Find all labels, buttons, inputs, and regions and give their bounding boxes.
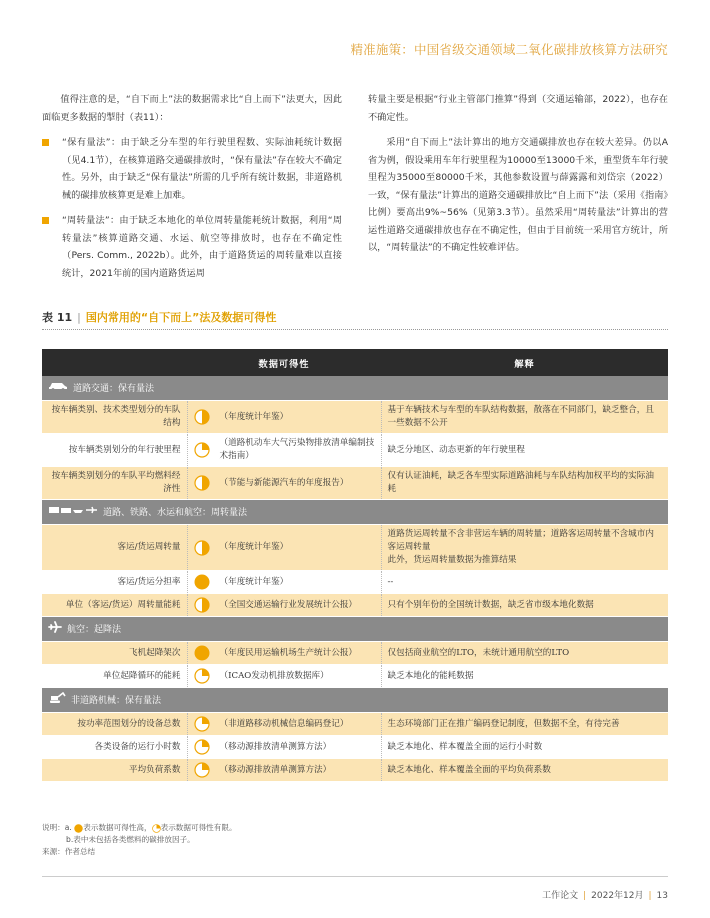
availability-quarter-icon	[194, 716, 210, 732]
table-note-2: b.表中未包括各类燃料的碳排放因子。	[66, 835, 195, 844]
table-section-row	[42, 688, 668, 713]
plane-icon	[48, 621, 62, 638]
row-explanation: 基于车辆技术与车型的车队结构数据，散落在不同部门，缺乏整合，且一些数据不公开	[381, 401, 668, 434]
left-column	[42, 91, 342, 282]
intro-paragraph: 值得注意的是，“自下而上”法的数据需求比“自上而下”法更大，因此面临更多数据的掣肘（表11）：	[42, 94, 342, 123]
row-explanation: 仅有认证油耗，缺乏各车型实际道路油耗与车队结构加权平均的实际油耗	[381, 467, 668, 500]
availability-quarter-icon	[194, 668, 210, 684]
row-explanation: --	[381, 571, 668, 594]
table-section-row	[42, 617, 668, 642]
table-row	[42, 594, 668, 617]
row-item: 平均负荷系数	[42, 759, 187, 782]
row-source: （节能与新能源汽车的年度报告）	[219, 477, 349, 488]
title-divider	[42, 329, 668, 330]
availability-high-icon	[74, 824, 83, 833]
availability-quarter-icon	[194, 739, 210, 755]
page-footer: 工作论文 | 2022年12月 | 13	[542, 891, 668, 901]
row-item: 客运/货运周转量	[42, 525, 187, 571]
data-availability-table	[42, 349, 668, 782]
section-label: 航空：起降法	[67, 624, 122, 635]
table-row	[42, 759, 668, 782]
availability-full-icon	[194, 645, 210, 661]
continued-paragraph: 转量主要是根据“行业主管部门推算”得到（交通运输部，2022），也存在不确定性。	[368, 94, 668, 123]
row-item: 单位（客运/货运）周转量能耗	[42, 594, 187, 617]
table-row	[42, 467, 668, 500]
row-item: 客运/货运分担率	[42, 571, 187, 594]
availability-half-icon	[194, 540, 210, 556]
variance-paragraph: 采用“自下而上”法计算出的地方交通碳排放也存在较大差异。仍以A省为例，假设乘用车年行驶里程为10000至13000千米，重型货车年行驶里程为35000至80000千米，其他参数设置与薛露露和刘岱宗（2022）一致，“保有量法”计算出的道路交通碳排放比“自上而下”法（采用《指南》比例）要高出9%~56%（见第3.3节）。虽然采用“周转量法”计算出的营运性道路交通碳排放也存在不确定性，但由于目前统一采用官方统计，所以，“周转量法”的不确定性较难评估。	[368, 137, 668, 253]
row-source: （移动源排放清单测算方法）	[219, 741, 332, 752]
row-explanation: 缺乏本地化、样本覆盖全面的运行小时数	[381, 736, 668, 759]
running-header: 精准施策：中国省级交通领域二氧化碳排放核算方法研究	[350, 42, 668, 57]
bullet-square-icon	[42, 217, 49, 224]
availability-half-icon	[194, 597, 210, 613]
row-item: 按车辆类别、技术类型划分的车队结构	[42, 401, 187, 434]
table-row	[42, 736, 668, 759]
row-item: 单位起降循环的能耗	[42, 665, 187, 688]
row-item: 各类设备的运行小时数	[42, 736, 187, 759]
availability-full-icon	[194, 574, 210, 590]
section-label: 道路交通：保有量法	[73, 383, 155, 394]
row-item: 按功率范围划分的设备总数	[42, 713, 187, 736]
right-column	[368, 91, 668, 257]
excavator-icon	[48, 692, 66, 709]
table-source: 来源：作者总结	[42, 847, 96, 856]
header-explanation: 解释	[381, 349, 668, 376]
header-item	[42, 349, 187, 376]
table-row	[42, 525, 668, 571]
bullet-square-icon	[42, 139, 49, 146]
row-source: （年度统计年鉴）	[219, 576, 289, 587]
availability-limited-icon	[152, 824, 161, 833]
table-section-row	[42, 376, 668, 401]
availability-quarter-icon	[194, 762, 210, 778]
row-source: （非道路移动机械信息编码登记）	[219, 718, 349, 729]
footer-divider	[42, 876, 668, 877]
row-source: （ICAO发动机排放数据库）	[219, 670, 329, 681]
table-note-1: 说明：a. 表示数据可得性高， 表示数据可得性有限。	[42, 823, 237, 832]
row-explanation: 道路货运周转量不含非营运车辆的周转量；道路客运周转量不含城市内客运周转量 此外，货运周转量数据为推算结果	[381, 525, 668, 571]
table-row	[42, 571, 668, 594]
availability-half-icon	[194, 409, 210, 425]
row-item: 按车辆类别划分的车队平均燃料经济性	[42, 467, 187, 500]
row-source: （年度民用运输机场生产统计公报）	[219, 647, 358, 658]
page-number: 13	[656, 891, 668, 901]
car-icon	[48, 381, 68, 396]
row-item: 飞机起降架次	[42, 642, 187, 665]
transport-icons	[48, 505, 98, 520]
bullet-stock-method: “保有量法”：由于缺乏分车型的年行驶里程数、实际油耗统计数据（见4.1节），在核算道路交通碳排放时，“保有量法”存在较大不确定性。另外，由于缺乏“保有量法”所需的几乎所有统计数据，非道路机械的碳排放核算更是难上加难。	[42, 134, 342, 204]
row-item: 按车辆类别划分的年行驶里程	[42, 434, 187, 467]
bullet-turnover-method: “周转量法”：由于缺乏本地化的单位周转量能耗统计数据，利用“周转量法”核算道路交通、水运、航空等排放时，也存在不确定性（Pers. Comm., 2022b）。此外，由于道路货运的周转量难以直接统计，2021年前的国内道路货运周	[42, 212, 342, 282]
row-source: （年度统计年鉴）	[219, 411, 289, 422]
row-explanation: 缺乏本地化、样本覆盖全面的平均负荷系数	[381, 759, 668, 782]
row-explanation: 生态环境部门正在推广编码登记制度，但数据不全，有待完善	[381, 713, 668, 736]
table-header-row	[42, 349, 668, 376]
table-row	[42, 713, 668, 736]
row-source: （移动源排放清单测算方法）	[219, 764, 332, 775]
row-explanation: 只有个别年份的全国统计数据，缺乏省市级本地化数据	[381, 594, 668, 617]
row-source: （年度统计年鉴）	[219, 542, 289, 552]
table-row	[42, 434, 668, 467]
row-explanation: 缺乏分地区、动态更新的年行驶里程	[381, 434, 668, 467]
availability-half-icon	[194, 475, 210, 491]
row-explanation: 缺乏本地化的能耗数据	[381, 665, 668, 688]
section-label: 非道路机械：保有量法	[71, 695, 162, 706]
table-section-row	[42, 500, 668, 525]
table-row	[42, 642, 668, 665]
table-title: 表 11 | 国内常用的“自下而上”法及数据可得性	[42, 311, 277, 324]
row-source: （全国交通运输行业发展统计公报）	[219, 599, 358, 610]
header-availability: 数据可得性	[187, 349, 381, 376]
section-label: 道路、铁路、水运和航空：周转量法	[103, 507, 248, 518]
availability-quarter-icon	[194, 442, 210, 458]
table-row	[42, 401, 668, 434]
row-explanation: 仅包括商业航空的LTO，未统计通用航空的LTO	[381, 642, 668, 665]
row-source: （道路机动车大气污染物排放清单编制技术指南）	[219, 438, 375, 461]
table-row	[42, 665, 668, 688]
